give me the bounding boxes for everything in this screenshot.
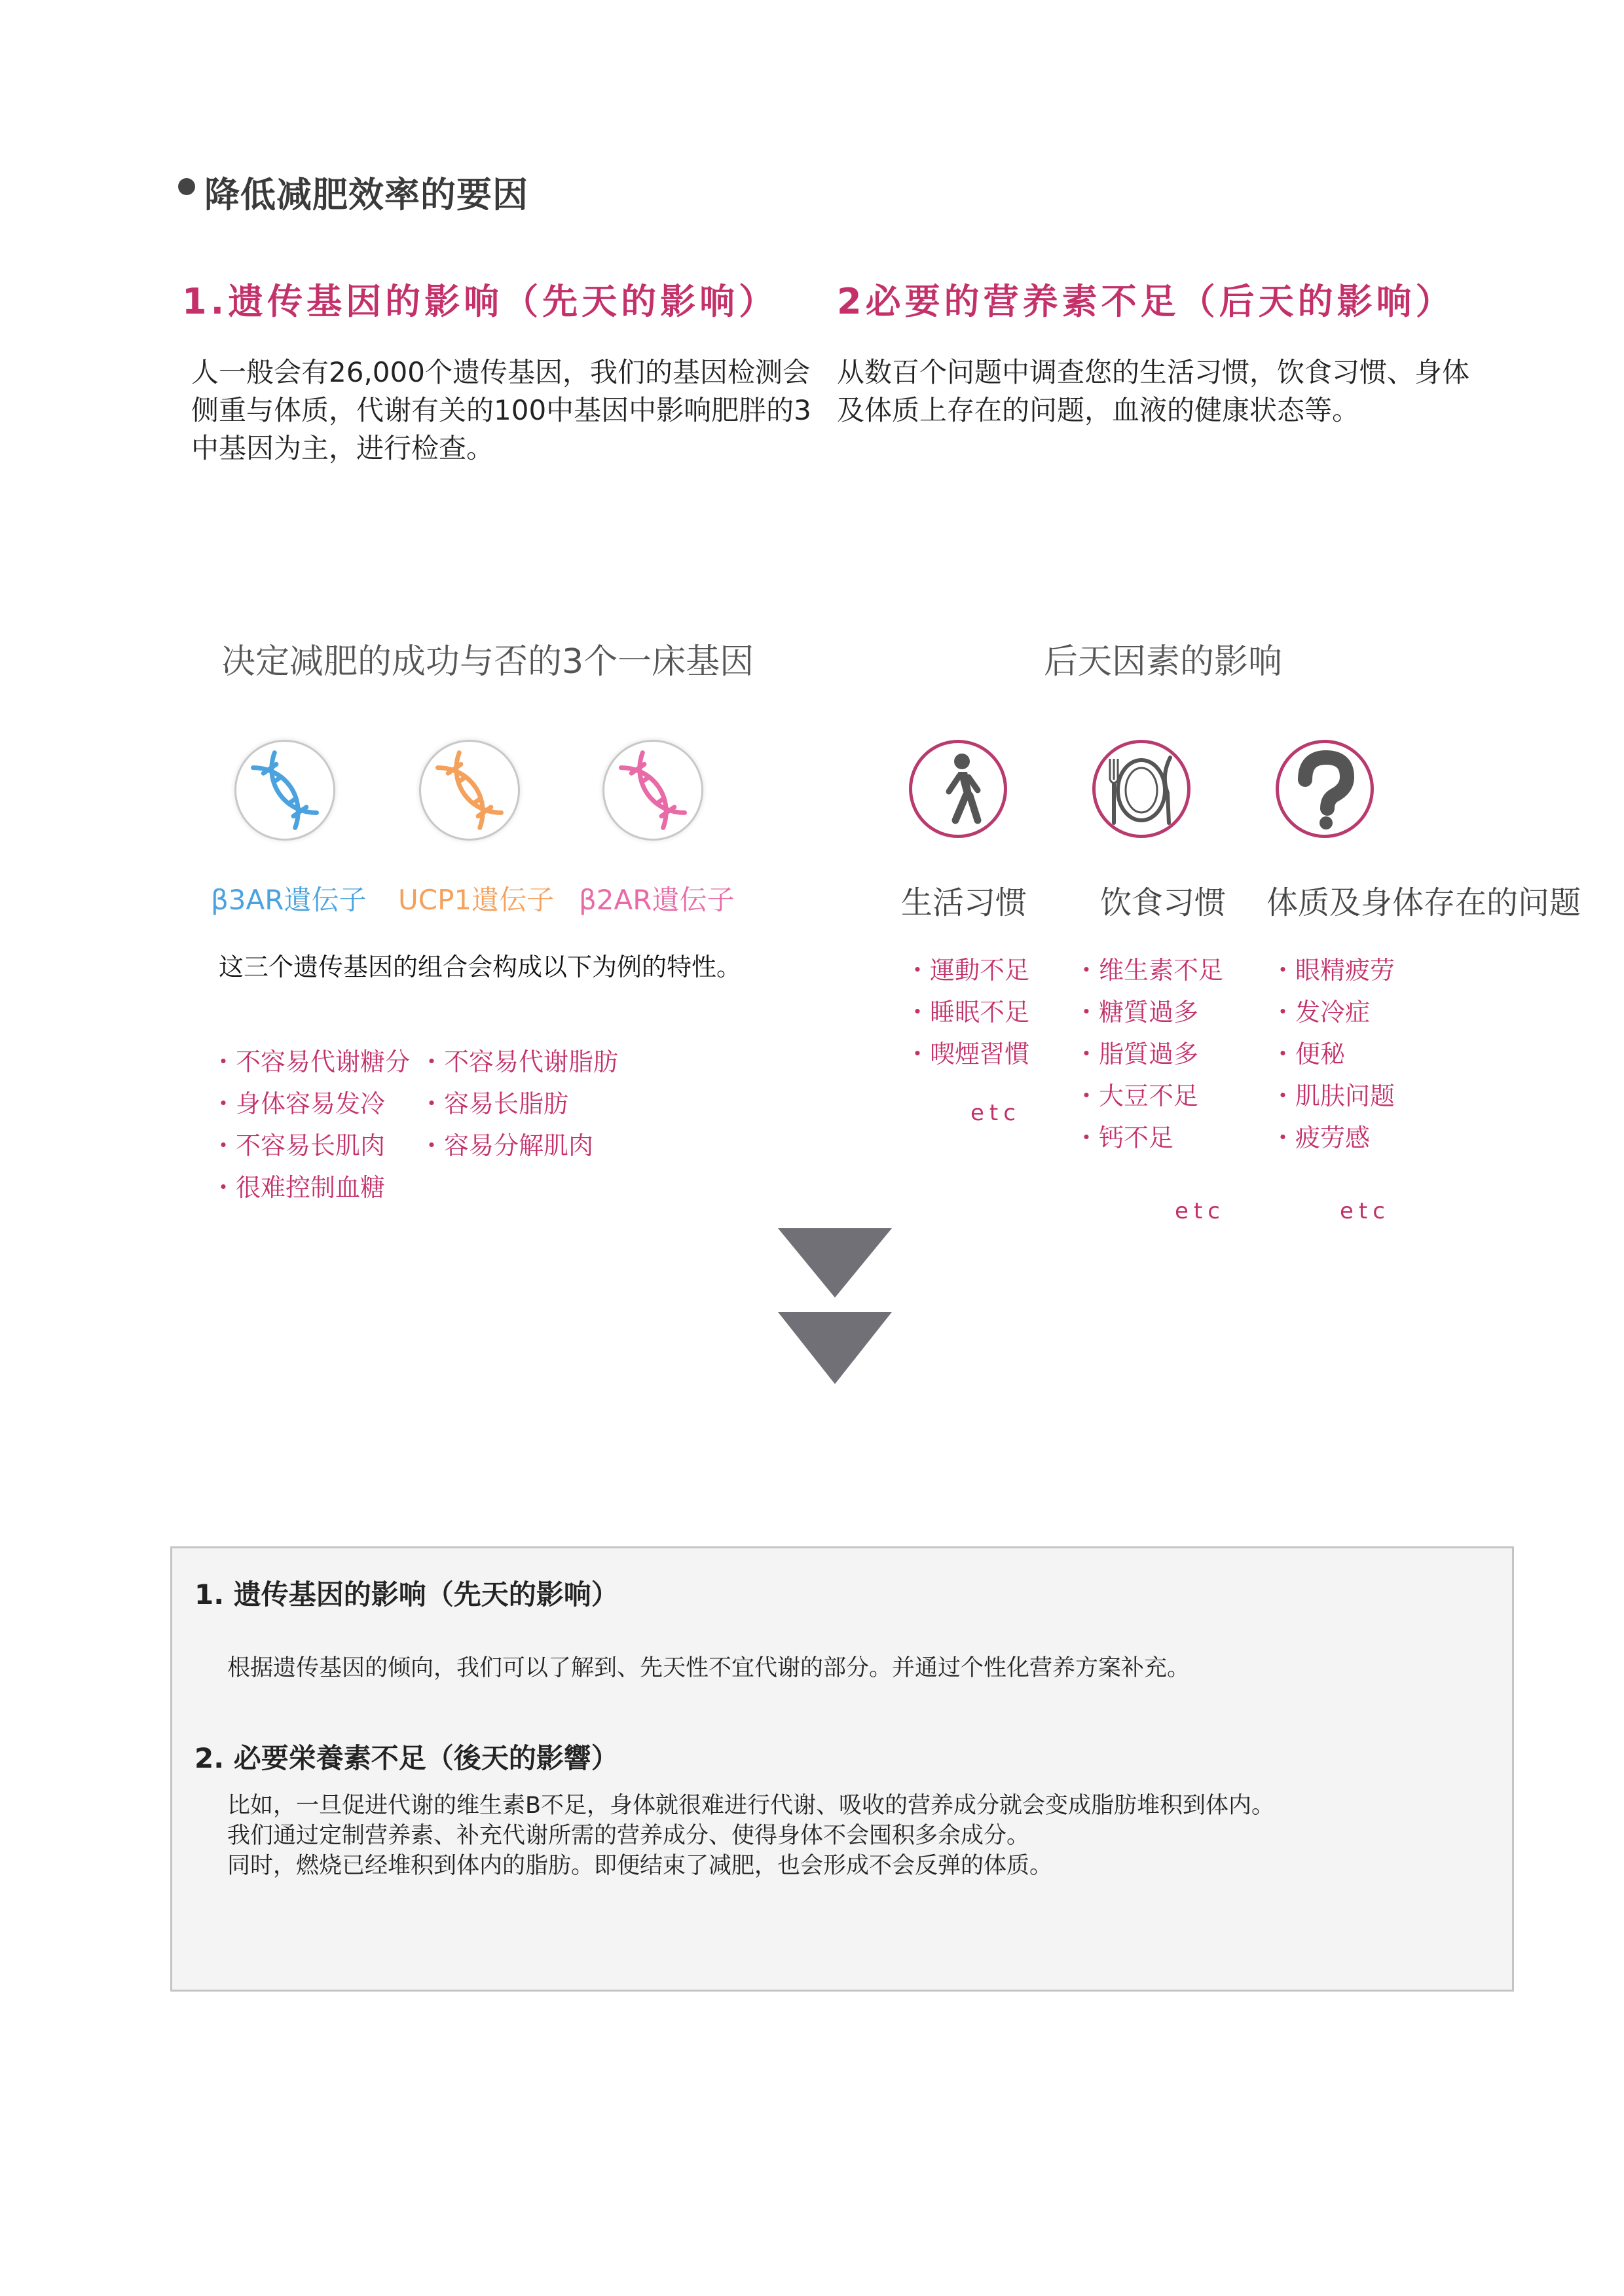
lifestyle-list xyxy=(905,949,1029,1075)
acquired-heading: 后天因素的影响 xyxy=(1044,642,1283,682)
list-item: ・发冷症 xyxy=(1270,998,1371,1027)
section1-title: 1.遗传基因的影响（先天的影响） xyxy=(182,281,779,322)
section2-line: 从数百个问题中调查您的生活习惯，饮食习惯、身体 xyxy=(837,356,1470,388)
list-item: ・運動不足 xyxy=(905,956,1030,985)
traits-list-col2 xyxy=(419,1041,618,1167)
section1-line: 人一般会有26,000个遗传基因，我们的基因检测会 xyxy=(191,356,810,388)
gene-label-ucp1: UCP1遺伝子 xyxy=(398,884,555,916)
gene-label-b3ar: β3AR遺伝子 xyxy=(211,884,367,916)
gene-label-b2ar: β2AR遺伝子 xyxy=(579,884,735,916)
gene-circle-ucp1 xyxy=(419,740,520,841)
list-item: ・便秘 xyxy=(1270,1040,1346,1068)
page-title: 降低减肥效率的要因 xyxy=(204,174,528,215)
dna-icon xyxy=(236,742,333,839)
list-item: ・大豆不足 xyxy=(1074,1082,1199,1110)
factor-label-diet: 饮食习惯 xyxy=(1100,884,1227,921)
summary-box xyxy=(170,1546,1514,1992)
list-item: ・维生素不足 xyxy=(1074,956,1224,985)
constitution-list xyxy=(1270,949,1395,1159)
dna-icon xyxy=(604,742,701,839)
question-mark-icon xyxy=(1279,743,1371,835)
dna-icon xyxy=(421,742,518,839)
constitution-etc: etc xyxy=(1340,1198,1390,1224)
list-item: ・睡眠不足 xyxy=(905,998,1030,1027)
section2-line: 及体质上存在的问题，血液的健康状态等。 xyxy=(837,394,1360,426)
list-item: ・肌肤问题 xyxy=(1270,1082,1395,1110)
lifestyle-etc: etc xyxy=(970,1100,1021,1126)
section1-paragraph xyxy=(191,354,820,467)
list-item: ・不容易代谢糖分 xyxy=(211,1048,411,1076)
factor-circle-lifestyle xyxy=(909,740,1007,838)
section2-title: 2必要的营养素不足（后天的影响） xyxy=(837,281,1455,322)
section2-paragraph xyxy=(837,354,1492,429)
factor-label-lifestyle: 生活习惯 xyxy=(901,884,1027,921)
list-item: ・喫煙習慣 xyxy=(905,1040,1030,1068)
section1-line: 侧重与体质，代谢有关的100中基因中影响肥胖的3 xyxy=(191,394,811,426)
list-item: ・疲劳感 xyxy=(1270,1123,1371,1152)
list-item: ・身体容易发冷 xyxy=(211,1089,386,1118)
gene-circle-b2ar xyxy=(602,740,703,841)
genes-note: 这三个遗传基因的组合会构成以下为例的特性。 xyxy=(219,953,742,981)
list-item: ・容易分解肌肉 xyxy=(419,1131,594,1160)
gene-circle-b3ar xyxy=(234,740,335,841)
list-item: ・不容易长肌肉 xyxy=(211,1131,386,1160)
list-item: ・不容易代谢脂肪 xyxy=(419,1048,619,1076)
genes-heading: 决定减肥的成功与否的3个一床基因 xyxy=(221,642,754,682)
summary-item1-title: 1. 遗传基因的影响（先天的影响） xyxy=(194,1578,619,1611)
summary-item2-title: 2. 必要栄養素不足（後天的影響） xyxy=(194,1742,619,1774)
list-item: ・糖質過多 xyxy=(1074,998,1199,1027)
factor-circle-diet xyxy=(1092,740,1190,838)
factor-label-constitution: 体质及身体存在的问题 xyxy=(1266,884,1581,921)
list-item: ・很难控制血糖 xyxy=(211,1173,386,1202)
summary-item1-text: 根据遗传基因的倾向，我们可以了解到、先天性不宜代谢的部分。并通过个性化营养方案补充。 xyxy=(227,1655,1190,1681)
list-item: ・脂質過多 xyxy=(1074,1040,1199,1068)
section1-line: 中基因为主，进行检查。 xyxy=(191,432,494,464)
summary-line: 比如，一旦促进代谢的维生素B不足，身体就很难进行代谢、吸收的营养成分就会变成脂肪堆积到体内。 xyxy=(227,1793,1275,1819)
diet-list xyxy=(1074,949,1223,1159)
list-item: ・容易长脂肪 xyxy=(419,1089,569,1118)
traits-list-col1 xyxy=(211,1041,410,1209)
plate-cutlery-icon xyxy=(1096,743,1187,835)
walking-person-icon xyxy=(912,743,1004,835)
summary-line: 我们通过定制营养素、补充代谢所需的营养成分、使得身体不会囤积多余成分。 xyxy=(227,1823,1030,1849)
factor-circle-constitution xyxy=(1276,740,1374,838)
summary-item2-text xyxy=(227,1791,1274,1881)
heading-bullet xyxy=(178,178,195,195)
list-item: ・钙不足 xyxy=(1074,1123,1174,1152)
down-arrows-icon xyxy=(773,1224,897,1388)
summary-line: 同时，燃烧已经堆积到体内的脂肪。即便结束了减肥，也会形成不会反弹的体质。 xyxy=(227,1853,1053,1879)
list-item: ・眼精疲劳 xyxy=(1270,956,1395,985)
diet-etc: etc xyxy=(1175,1198,1225,1224)
